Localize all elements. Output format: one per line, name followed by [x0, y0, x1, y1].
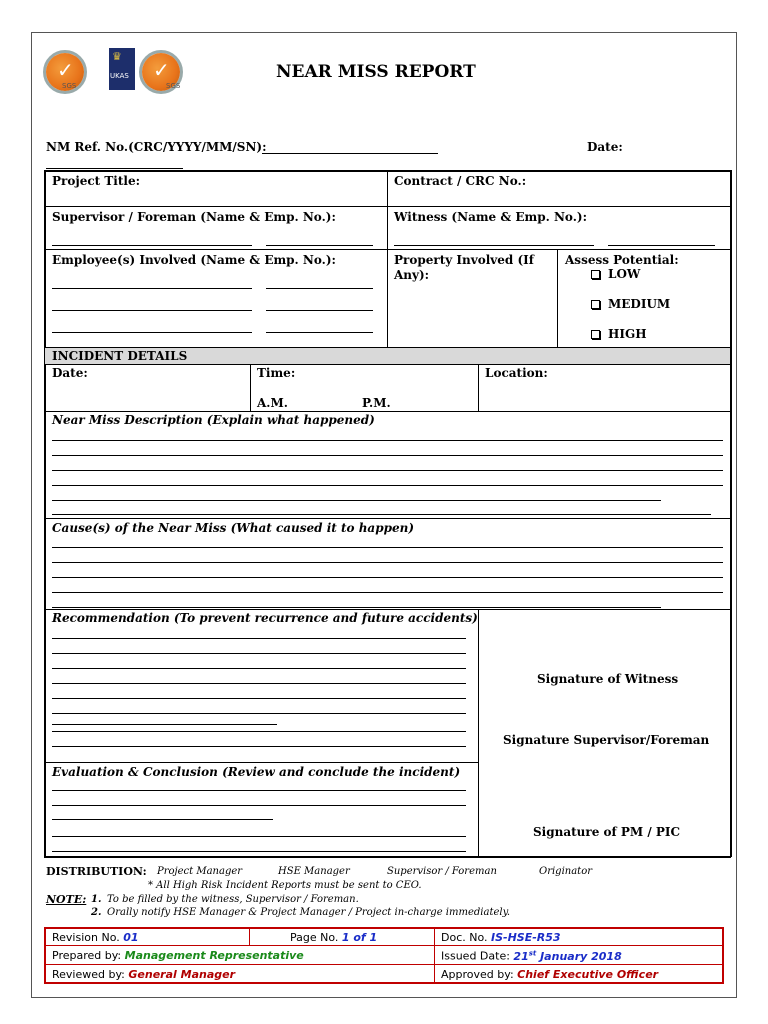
employee-name-field[interactable] [52, 310, 252, 311]
employee-emp-field[interactable] [266, 332, 373, 333]
prepared-cell: Prepared by: Management Representative [52, 949, 304, 962]
approved-cell: Approved by: Chief Executive Officer [441, 968, 659, 981]
note-1-text: To be filled by the witness, Supervisor / Foreman. [107, 894, 359, 905]
prepared-value: Management Representative [124, 949, 304, 962]
assess-low-label: LOW [608, 267, 641, 281]
assess-medium-checkbox[interactable] [591, 297, 670, 311]
page-value: 1 of 1 [341, 931, 378, 944]
sgs-logo-text: SGS [166, 82, 181, 90]
employee-name-field[interactable] [52, 288, 252, 289]
ref-number-field[interactable] [262, 153, 438, 154]
note-2-text: Orally notify HSE Manager & Project Manager / Project in-charge immediately. [107, 907, 511, 918]
witness-label: Witness (Name & Emp. No.): [394, 210, 587, 224]
distribution-supervisor: Supervisor / Foreman [387, 866, 497, 877]
note-label: NOTE: [46, 893, 87, 906]
signature-witness-label: Signature of Witness [537, 672, 679, 686]
assess-potential-label: Assess Potential: [565, 253, 679, 267]
assess-high-checkbox[interactable] [591, 327, 647, 341]
description-label: Near Miss Description (Explain what happened) [52, 413, 375, 427]
distribution-project-manager: Project Manager [157, 866, 243, 877]
note-1-number: 1. [91, 894, 102, 905]
ref-number-label: NM Ref. No.(CRC/YYYY/MM/SN): [46, 140, 267, 154]
note-2-number: 2. [91, 907, 102, 918]
incident-date-label: Date: [52, 366, 88, 380]
divider [44, 364, 731, 365]
employee-emp-field[interactable] [266, 310, 373, 311]
assess-medium-label: MEDIUM [608, 297, 671, 311]
page-title: NEAR MISS REPORT [276, 62, 476, 82]
ref-date-label: Date: [587, 140, 623, 154]
page-cell: Page No. 1 of 1 [290, 931, 378, 944]
assess-high-label: HIGH [608, 327, 647, 341]
employee-name-field[interactable] [52, 332, 252, 333]
supervisor-name-field[interactable] [52, 245, 252, 246]
pm-label[interactable]: P.M. [362, 396, 391, 410]
checkbox-icon [591, 330, 600, 339]
witness-name-field[interactable] [394, 245, 594, 246]
distribution-label: DISTRIBUTION: [46, 865, 147, 878]
issued-cell: Issued Date: 21st January 2018 [441, 949, 622, 963]
distribution-originator: Originator [539, 866, 592, 877]
reviewed-cell: Reviewed by: General Manager [52, 968, 236, 981]
assess-low-checkbox[interactable] [591, 267, 640, 281]
reviewed-value: General Manager [128, 968, 236, 981]
signature-supervisor-label: Signature Supervisor/Foreman [503, 733, 710, 747]
employees-label: Employee(s) Involved (Name & Emp. No.): [52, 253, 336, 267]
ref-date-field[interactable] [46, 168, 183, 169]
table-bottom-border [44, 856, 731, 858]
revision-cell: Revision No. 01 [52, 931, 139, 944]
property-label: Property Involved (If [394, 253, 534, 267]
supervisor-emp-field[interactable] [266, 245, 373, 246]
incident-location-label: Location: [485, 366, 548, 380]
project-title-label: Project Title: [52, 174, 141, 188]
revision-value: 01 [123, 931, 139, 944]
am-label[interactable]: A.M. [257, 396, 288, 410]
checkbox-icon [591, 300, 600, 309]
crown-icon: ♛ [112, 50, 122, 63]
property-label-cont: Any): [394, 268, 430, 282]
check-icon: ✓ [153, 58, 170, 82]
supervisor-label: Supervisor / Foreman (Name & Emp. No.): [52, 210, 336, 224]
recommendation-label: Recommendation (To prevent recurrence and future accidents) [52, 611, 478, 625]
doc-value: IS-HSE-R53 [491, 931, 561, 944]
checkbox-icon [591, 270, 600, 279]
signature-pm-label: Signature of PM / PIC [533, 825, 681, 839]
approved-value: Chief Executive Officer [517, 968, 659, 981]
incident-details-header: INCIDENT DETAILS [52, 349, 188, 363]
sgs-logo-text: SGS [62, 82, 77, 90]
check-icon: ✓ [57, 58, 74, 82]
doc-cell: Doc. No. IS-HSE-R53 [441, 931, 561, 944]
issued-value: 21st January 2018 [513, 949, 622, 963]
evaluation-label: Evaluation & Conclusion (Review and conclude the incident) [52, 765, 461, 779]
causes-label: Cause(s) of the Near Miss (What caused it to happen) [52, 521, 415, 535]
contract-label: Contract / CRC No.: [394, 174, 527, 188]
employee-emp-field[interactable] [266, 288, 373, 289]
ceo-note: * All High Risk Incident Reports must be sent to CEO. [148, 880, 422, 891]
witness-emp-field[interactable] [608, 245, 715, 246]
incident-time-label: Time: [257, 366, 296, 380]
distribution-hse-manager: HSE Manager [278, 866, 350, 877]
ukas-logo-text: UKAS [110, 72, 129, 80]
